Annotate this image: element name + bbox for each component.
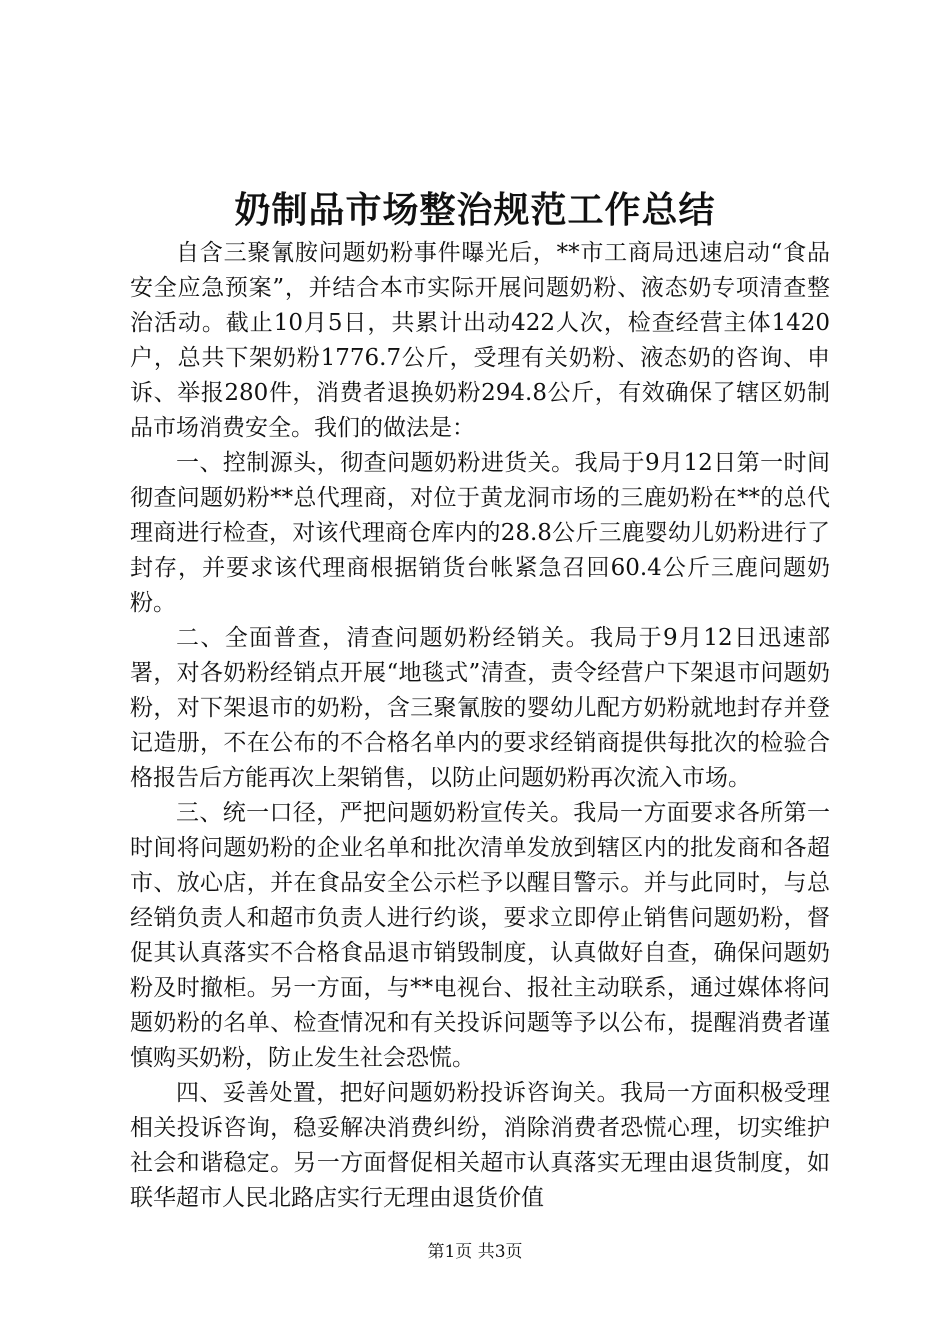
page-title: 奶制品市场整治规范工作总结: [234, 189, 716, 231]
paragraph-section-2: 二、全面普查，清查问题奶粉经销关。我局于9月12日迅速部署，对各奶粉经销点开展“地毯式”清查，责令经营户下架退市问题奶粉，对下架退市的奶粉，含三聚氰胺的婴幼儿配方奶粉就地封存并登记造册，不在公布的不合格名单内的要求经销商提供每批次的检验合格报告后方能再次上架销售，以防止问题奶粉再次流入市场。: [130, 625, 830, 791]
paragraph-section-1: 一、控制源头，彻查问题奶粉进货关。我局于9月12日第一时间彻查问题奶粉**总代理商，对位于黄龙洞市场的三鹿奶粉在**的总代理商进行检查，对该代理商仓库内的28.8公斤三鹿婴幼儿奶粉进行了封存，并要求该代理商根据销货台帐紧急召回60.4公斤三鹿问题奶粉。: [130, 450, 830, 616]
paragraph-section-4: 四、妥善处置，把好问题奶粉投诉咨询关。我局一方面积极受理相关投诉咨询，稳妥解决消费纠纷，消除消费者恐慌心理，切实维护社会和谐稳定。另一方面督促相关超市认真落实无理由退货制度，如联华超市人民北路店实行无理由退货价值: [130, 1080, 830, 1211]
page-number-footer: 第1页 共3页: [427, 1242, 523, 1262]
document-body: [130, 236, 830, 1216]
paragraph-intro: 自含三聚氰胺问题奶粉事件曝光后，**市工商局迅速启动“食品安全应急预案”，并结合本市实际开展问题奶粉、液态奶专项清查整治活动。截止10月5日，共累计出动422人次，检查经营主体1420户，总共下架奶粉1776.7公斤，受理有关奶粉、液态奶的咨询、申诉、举报280件，消费者退换奶粉294.8公斤，有效确保了辖区奶制品市场消费安全。我们的做法是：: [130, 240, 830, 441]
paragraph-section-3: 三、统一口径，严把问题奶粉宣传关。我局一方面要求各所第一时间将问题奶粉的企业名单和批次清单发放到辖区内的批发商和各超市、放心店，并在食品安全公示栏予以醒目警示。并与此同时，与总经销负责人和超市负责人进行约谈，要求立即停止销售问题奶粉，督促其认真落实不合格食品退市销毁制度，认真做好自查，确保问题奶粉及时撤柜。另一方面，与**电视台、报社主动联系，通过媒体将问题奶粉的名单、检查情况和有关投诉问题等予以公布，提醒消费者谨慎购买奶粉，防止发生社会恐慌。: [130, 800, 830, 1071]
